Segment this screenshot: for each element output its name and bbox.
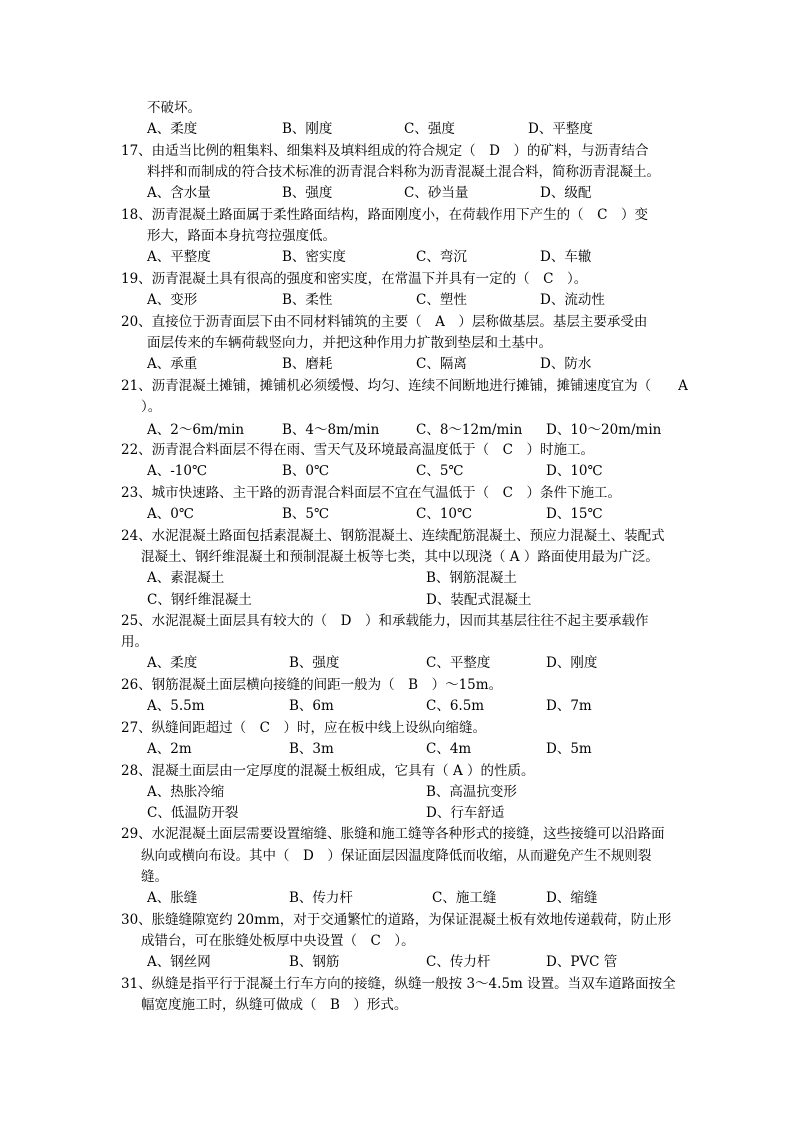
question-31: 31、纵缝是指平行于混凝土行车方向的接缝，纵缝一般按 3～4.5m 设置。当双车道路面按全: [121, 976, 676, 992]
option-b: B、柔性: [282, 292, 333, 308]
question-18-cont: 形大，路面本身抗弯拉强度低。: [147, 228, 336, 244]
option-a: A、-10℃: [147, 463, 208, 479]
option-c: C、4m: [426, 741, 472, 757]
option-d: D、15℃: [546, 506, 603, 522]
option-d: D、缩缝: [546, 890, 598, 906]
question-24-cont: 混凝土、钢纤维混凝土和预制混凝土板等七类，其中以现浇（ A ）路面使用最为广泛。: [141, 549, 659, 565]
option-b: B、3m: [289, 741, 334, 757]
question-24: 24、水泥混凝土路面包括素混凝土、钢筋混凝土、连续配筋混凝土、预应力混凝土、装配式: [121, 528, 665, 544]
option-c: C、隔离: [416, 356, 467, 372]
option-a: A、0℃: [147, 506, 194, 522]
question-29-cont2: 缝。: [141, 869, 168, 885]
option-d: D、7m: [546, 698, 592, 714]
option-d: D、10～20m/min: [546, 422, 662, 438]
question-17-cont: 料拌和而制成的符合技术标准的沥青混合料称为沥青混凝土混合料，简称沥青混凝土。: [147, 164, 660, 180]
option-d: D、车辙: [540, 249, 592, 265]
question-22: 22、沥青混合料面层不得在雨、雪天气及环境最高温度低于（ C ）时施工。: [121, 442, 595, 458]
option-c: C、砂当量: [404, 185, 469, 201]
option-b: B、密实度: [282, 249, 346, 265]
option-c: C、5℃: [416, 463, 464, 479]
option-c: C、6.5m: [426, 698, 485, 714]
option-c: C、塑性: [416, 292, 467, 308]
option-a: A、热胀冷缩: [147, 784, 225, 800]
question-20: 20、直接位于沥青面层下由不同材料铺筑的主要（ A ）层称做基层。基层主要承受由: [121, 314, 648, 330]
option-b: B、传力杆: [289, 890, 353, 906]
option-a: A、平整度: [147, 249, 211, 265]
option-c: C、10℃: [416, 506, 473, 522]
option-d: D、防水: [540, 356, 592, 372]
option-a: A、承重: [147, 356, 198, 372]
option-a: A、2m: [147, 741, 192, 757]
option-b: B、5℃: [282, 506, 330, 522]
option-a: A、柔度: [147, 655, 198, 671]
option-b: B、0℃: [282, 463, 330, 479]
question-20-cont: 面层传来的车辆荷载竖向力，并把这种作用力扩散到垫层和土基中。: [147, 335, 552, 351]
question-17: 17、由适当比例的粗集料、细集料及填料组成的符合规定（ D ）的矿料，与沥青结合: [121, 143, 649, 159]
option-b: B、6m: [289, 698, 334, 714]
option-b: B、强度: [289, 655, 340, 671]
option-d: D、流动性: [540, 292, 605, 308]
option-a: A、钢丝网: [147, 954, 211, 970]
option-a: A、2～6m/min: [147, 422, 245, 438]
option-c: C、平整度: [426, 655, 491, 671]
option-b: B、4～8m/min: [282, 422, 380, 438]
option-c: C、弯沉: [416, 249, 467, 265]
question-30: 30、胀缝缝隙宽约 20mm，对于交通繁忙的道路，为保证混凝土板有效地传递载荷，防止形: [121, 912, 672, 928]
question-23: 23、城市快速路、主干路的沥青混合料面层不宜在气温低于（ C ）条件下施工。: [121, 485, 622, 501]
option-b: B、高温抗变形: [426, 784, 517, 800]
question-30-cont: 成错台，可在胀缝处板厚中央设置（ C ）。: [141, 933, 415, 949]
question-21: 21、沥青混凝土摊铺，摊铺机必须缓慢、均匀、连续不间断地进行摊铺，摊铺速度宜为（ A: [121, 378, 688, 394]
question-18: 18、沥青混凝土路面属于柔性路面结构，路面刚度小，在荷载作用下产生的（ C ）变: [121, 207, 649, 223]
question-19: 19、沥青混凝土具有很高的强度和密实度，在常温下并具有一定的（ C ）。: [121, 271, 588, 287]
question-31-cont: 幅宽度施工时，纵缝可做成（ B ）形式。: [141, 997, 408, 1013]
option-c: C、钢纤维混凝土: [147, 592, 252, 608]
option-a: A、变形: [147, 292, 198, 308]
question-29-cont: 纵向或横向布设。其中（ D ）保证面层因温度降低而收缩，从而避免产生不规则裂: [141, 848, 652, 864]
question-26: 26、钢筋混凝土面层横向接缝的间距一般为（ B ）～15m。: [121, 677, 503, 693]
option-c: C、传力杆: [426, 954, 491, 970]
option-c: C、8～12m/min: [416, 422, 523, 438]
option-d: D、5m: [546, 741, 592, 757]
option-d: D、级配: [540, 185, 592, 201]
option-a: A、胀缝: [147, 890, 198, 906]
question-text: 不破坏。: [147, 100, 201, 116]
option-d: D、装配式混凝土: [426, 592, 532, 608]
option-b: B、强度: [282, 185, 333, 201]
question-25: 25、水泥混凝土面层具有较大的（ D ）和承载能力，因而其基层往往不起主要承载作: [121, 613, 649, 629]
option-d: D、10℃: [546, 463, 603, 479]
option-d: D、PVC 管: [546, 954, 618, 970]
option-b: B、钢筋混凝土: [426, 570, 517, 586]
option-a: A、柔度: [147, 121, 198, 137]
option-b: B、磨耗: [282, 356, 333, 372]
question-21-cont: ）。: [141, 399, 162, 415]
question-28: 28、混凝土面层由一定厚度的混凝土板组成，它具有（ A ）的性质。: [121, 763, 535, 779]
option-c: C、低温防开裂: [147, 805, 239, 821]
option-d: D、行车舒适: [426, 805, 505, 821]
question-29: 29、水泥混凝土面层需要设置缩缝、胀缝和施工缝等各种形式的接缝，这些接缝可以沿路面: [121, 826, 665, 842]
option-a: A、含水量: [147, 185, 211, 201]
option-b: B、刚度: [282, 121, 333, 137]
option-b: B、钢筋: [289, 954, 340, 970]
option-c: C、强度: [404, 121, 455, 137]
option-c: C、施工缝: [432, 890, 497, 906]
option-a: A、5.5m: [147, 698, 205, 714]
question-25-cont: 用。: [121, 634, 148, 650]
option-a: A、素混凝土: [147, 570, 225, 586]
option-d: D、刚度: [546, 655, 598, 671]
option-d: D、平整度: [528, 121, 593, 137]
question-27: 27、纵缝间距超过（ C ）时，应在板中线上设纵向缩缝。: [121, 720, 487, 736]
